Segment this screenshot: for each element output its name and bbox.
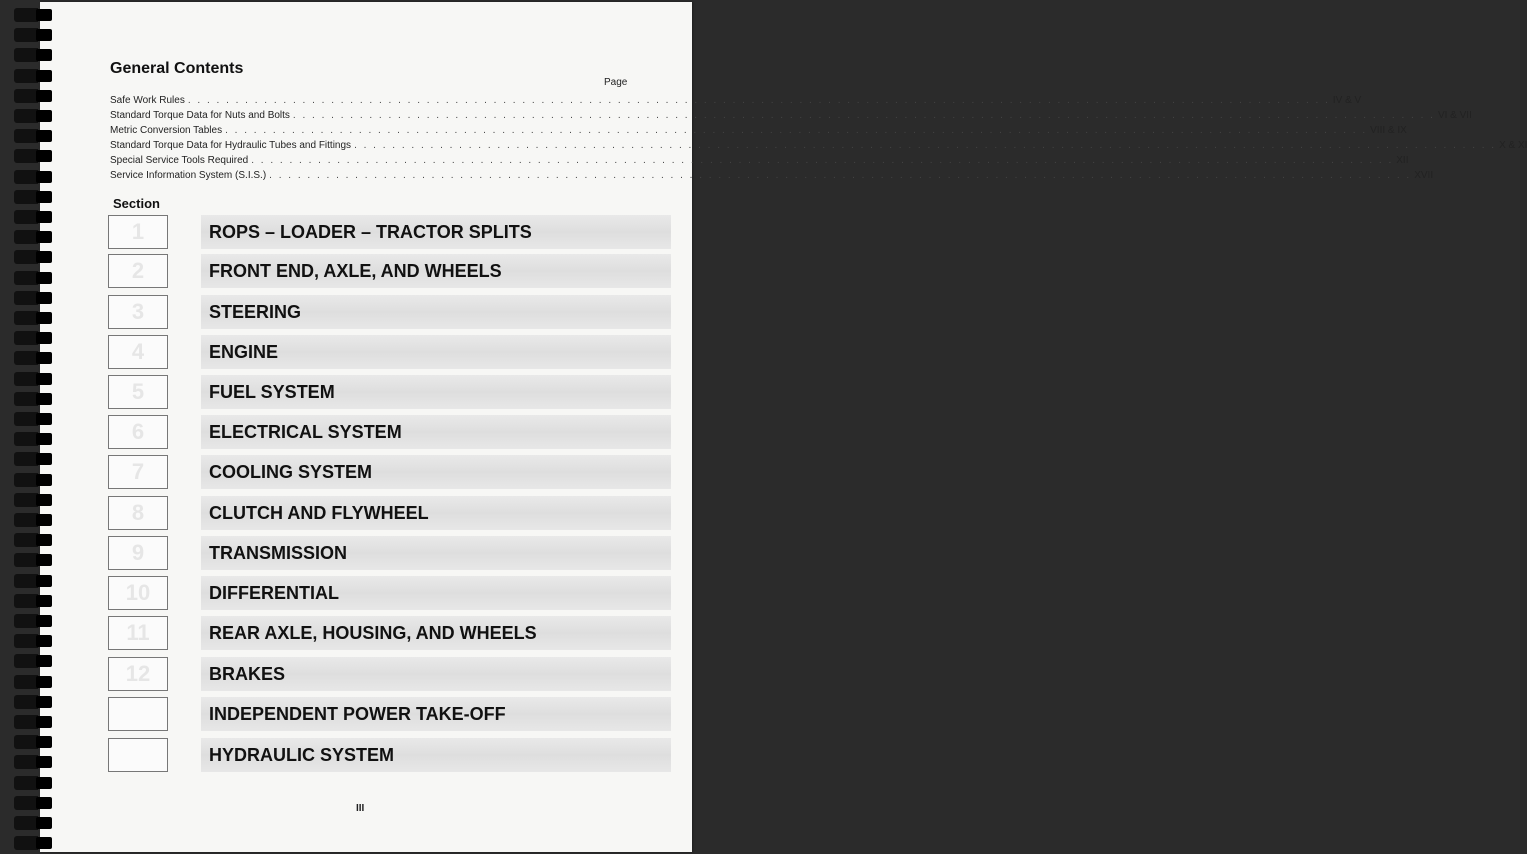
binding-coil (14, 170, 58, 184)
toc-leader-dots: . . . . . . . . . . . . . . . . . . . . . . . . . . . . . . . . . . . . . . . . . . . . . . . . . . . . . . . . . . . . . . . . . . . . . . . . . . . . . . . . . . . . . . . . . . . . . . . . . . . . . . . . . . . . . . . . . . . . . . . . (225, 125, 1368, 136)
binding-coil (14, 250, 58, 264)
section-row (108, 697, 673, 733)
section-number: 1 (131, 219, 145, 244)
section-header: Section (113, 196, 160, 211)
section-number: 9 (131, 540, 145, 565)
section-row (108, 254, 673, 290)
section-title: DIFFERENTIAL (209, 583, 339, 603)
section-tab-box (108, 455, 168, 489)
section-title: ENGINE (209, 342, 279, 362)
toc-label: Service Information System (S.I.S.) (110, 170, 267, 181)
toc-row (110, 138, 1527, 153)
section-title: REAR AXLE, HOUSING, AND WHEELS (209, 623, 537, 643)
section-title: BRAKES (209, 664, 286, 684)
section-title: ELECTRICAL SYSTEM (209, 422, 402, 442)
binding-coil (14, 654, 58, 668)
section-tab-box (108, 415, 168, 449)
section-number: 10 (125, 580, 151, 605)
section-row (108, 616, 673, 652)
binding-coil (14, 230, 58, 244)
section-title: INDEPENDENT POWER TAKE-OFF (209, 704, 506, 724)
binding-coil (14, 8, 58, 22)
binding-coil (14, 89, 58, 103)
toc-page: XII (1396, 155, 1409, 166)
binding-coil (14, 271, 58, 285)
toc-page: IV & V (1332, 95, 1362, 106)
section-row (108, 455, 673, 491)
section-row (108, 295, 673, 331)
binding-coil (14, 452, 58, 466)
section-number: 12 (125, 661, 151, 686)
page-column-label: Page (604, 77, 628, 88)
section-number: 4 (131, 339, 145, 364)
toc-page: X & XI (1499, 140, 1527, 151)
section-number: 3 (131, 299, 145, 324)
page-title: General Contents (110, 60, 244, 77)
binding-coil (14, 291, 58, 305)
section-tab-box (108, 496, 168, 530)
toc-row (110, 168, 1434, 183)
binding-coil (14, 513, 58, 527)
section-title: HYDRAULIC SYSTEM (209, 745, 395, 765)
spiral-binding (0, 0, 60, 854)
section-tab-box (108, 335, 168, 369)
binding-coil (14, 392, 58, 406)
section-title: ROPS – LOADER – TRACTOR SPLITS (209, 222, 532, 242)
section-tab-box (108, 536, 168, 570)
binding-coil (14, 109, 58, 123)
section-row (108, 375, 673, 411)
binding-coil (14, 755, 58, 769)
toc-label: Standard Torque Data for Hydraulic Tubes and Fittings (110, 140, 352, 151)
binding-coil (14, 331, 58, 345)
binding-coil (14, 432, 58, 446)
binding-coil (14, 493, 58, 507)
section-title: TRANSMISSION (209, 543, 348, 563)
binding-coil (14, 48, 58, 62)
toc-label: Standard Torque Data for Nuts and Bolts (110, 110, 290, 121)
toc-label: Special Service Tools Required (110, 155, 249, 166)
toc-page: XVII (1414, 170, 1434, 181)
toc-leader-dots: . . . . . . . . . . . . . . . . . . . . . . . . . . . . . . . . . . . . . . . . . . . . . . . . . . . . . . . . . . . . . . . . . . . . . . . . . . . . . . . . . . . . . . . . . . . . . . . . . . . . . . . . . . . . . . . . . . . . . . . . (292, 110, 1435, 121)
toc-leader-dots: . . . . . . . . . . . . . . . . . . . . . . . . . . . . . . . . . . . . . . . . . . . . . . . . . . . . . . . . . . . . . . . . . . . . . . . . . . . . . . . . . . . . . . . . . . . . . . . . . . . . . . . . . . . . . . . . . . . . . . . . (187, 95, 1330, 106)
section-number: 8 (131, 500, 145, 525)
binding-coil (14, 129, 58, 143)
binding-coil (14, 372, 58, 386)
section-number: 11 (126, 620, 150, 645)
section-number: 5 (131, 379, 145, 404)
binding-coil (14, 695, 58, 709)
section-title: CLUTCH AND FLYWHEEL (209, 503, 429, 523)
toc-row (110, 153, 1409, 168)
section-row (108, 335, 673, 371)
toc-leader-dots: . . . . . . . . . . . . . . . . . . . . . . . . . . . . . . . . . . . . . . . . . . . . . . . . . . . . . . . . . . . . . . . . . . . . . . . . . . . . . . . . . . . . . . . . . . . . . . . . . . . . . . . . . . . . . . . . . . . . . . . . (269, 170, 1412, 181)
section-number: 6 (131, 419, 145, 444)
binding-coil (14, 675, 58, 689)
toc-leader-dots: . . . . . . . . . . . . . . . . . . . . . . . . . . . . . . . . . . . . . . . . . . . . . . . . . . . . . . . . . . . . . . . . . . . . . . . . . . . . . . . . . . . . . . . . . . . . . . . . . . . . . . . . . . . . . . . . . . . . . . . . (251, 155, 1394, 166)
section-tab-box (108, 697, 168, 731)
section-tab-box (108, 375, 168, 409)
binding-coil (14, 28, 58, 42)
binding-coil (14, 836, 58, 850)
binding-coil (14, 715, 58, 729)
section-number: 2 (131, 258, 145, 283)
binding-coil (14, 210, 58, 224)
binding-coil (14, 412, 58, 426)
section-title: FRONT END, AXLE, AND WHEELS (209, 261, 502, 281)
toc-page: VI & VII (1437, 110, 1472, 121)
binding-coil (14, 473, 58, 487)
binding-coil (14, 796, 58, 810)
binding-coil (14, 816, 58, 830)
toc-leader-dots: . . . . . . . . . . . . . . . . . . . . . . . . . . . . . . . . . . . . . . . . . . . . . . . . . . . . . . . . . . . . . . . . . . . . . . . . . . . . . . . . . . . . . . . . . . . . . . . . . . . . . . . . . . . . . . . . . . . . . . . . (354, 140, 1497, 151)
section-row (108, 415, 673, 451)
binding-coil (14, 735, 58, 749)
section-tab-box (108, 295, 168, 329)
toc-label: Safe Work Rules (110, 95, 185, 106)
section-row (108, 536, 673, 572)
binding-coil (14, 533, 58, 547)
toc-row (110, 123, 1407, 138)
section-tab-box (108, 254, 168, 288)
section-tab-box (108, 215, 168, 249)
toc-page: VIII & IX (1370, 125, 1407, 136)
section-row (108, 657, 673, 693)
binding-coil (14, 553, 58, 567)
binding-coil (14, 634, 58, 648)
section-number: 7 (131, 459, 145, 484)
binding-coil (14, 69, 58, 83)
section-tab-box (108, 738, 168, 772)
binding-coil (14, 574, 58, 588)
binding-coil (14, 594, 58, 608)
toc-row (110, 93, 1362, 108)
section-title: COOLING SYSTEM (209, 462, 373, 482)
binding-coil (14, 311, 58, 325)
section-row (108, 576, 673, 612)
binding-coil (14, 149, 58, 163)
toc-row (110, 108, 1472, 123)
section-tab-box (108, 616, 168, 650)
section-row (108, 496, 673, 532)
table-of-contents (110, 93, 1527, 183)
section-title: FUEL SYSTEM (209, 382, 335, 402)
section-title: STEERING (209, 302, 302, 322)
section-tab-box (108, 576, 168, 610)
section-row (108, 215, 673, 251)
binding-coil (14, 351, 58, 365)
section-tab-box (108, 657, 168, 691)
binding-coil (14, 190, 58, 204)
toc-label: Metric Conversion Tables (110, 125, 223, 136)
binding-coil (14, 776, 58, 790)
section-row (108, 738, 673, 774)
page-number: III (356, 803, 365, 814)
binding-coil (14, 614, 58, 628)
